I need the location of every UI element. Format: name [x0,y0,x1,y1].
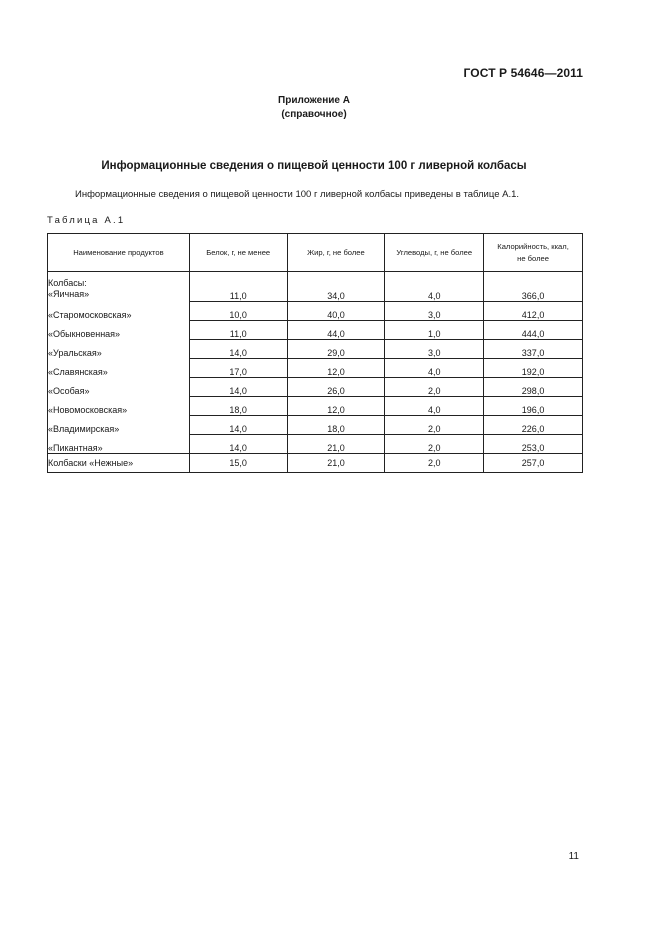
product-name-cell [48,434,190,453]
protein-cell: 11,0 [189,278,287,301]
header-protein: Белок, г, не менее [189,234,287,272]
calories-cell: 196,0 [484,396,583,415]
carbs-cell: 3,0 [385,339,484,358]
fat-cell: 40,0 [287,301,385,320]
table-row [48,301,583,320]
protein-cell: 18,0 [189,396,287,415]
product-name-cell [48,320,190,339]
product-name-cell [48,396,190,415]
header-calories-line1: Калорийность, ккал, [497,241,569,251]
carbs-cell: 2,0 [385,453,484,472]
fat-cell: 12,0 [287,358,385,377]
calories-cell: 298,0 [484,377,583,396]
product-name: «Старомосковская» [48,310,132,320]
product-name-cell: Колбаски «Нежные» [48,453,190,472]
product-name: «Особая» [48,386,90,396]
product-name: «Владимирская» [48,424,120,434]
table-row [48,396,583,415]
product-name: «Яичная» [48,289,90,299]
table-row [48,278,583,301]
table-row [48,415,583,434]
carbs-cell: 4,0 [385,358,484,377]
product-name-cell [48,301,190,320]
calories-cell: 192,0 [484,358,583,377]
header-calories [484,234,583,272]
product-name-cell [48,339,190,358]
protein-cell: 14,0 [189,339,287,358]
calories-cell: 226,0 [484,415,583,434]
fat-cell: 34,0 [287,278,385,301]
protein-cell: 17,0 [189,358,287,377]
carbs-cell: 3,0 [385,301,484,320]
product-name-cell [48,358,190,377]
product-name: «Новомосковская» [48,405,128,415]
intro-paragraph: Информационные сведения о пищевой ценности 100 г ливерной колбасы приведены в таблице А.1. [75,189,520,200]
protein-cell: 15,0 [189,453,287,472]
fat-cell: 21,0 [287,453,385,472]
group-label: Колбасы: [48,278,87,288]
carbs-cell: 4,0 [385,396,484,415]
table-row [48,453,583,472]
fat-cell: 44,0 [287,320,385,339]
carbs-cell: 2,0 [385,434,484,453]
document-code: ГОСТ Р 54646—2011 [463,66,583,80]
product-name-cell [48,377,190,396]
table-header-row [48,234,583,272]
page-number: 11 [568,851,579,862]
header-calories-line2: не более [517,253,549,263]
fat-cell: 29,0 [287,339,385,358]
protein-cell: 10,0 [189,301,287,320]
table-row [48,377,583,396]
product-name: «Пикантная» [48,442,103,453]
calories-cell: 253,0 [484,434,583,453]
protein-cell: 14,0 [189,434,287,453]
carbs-cell: 4,0 [385,278,484,301]
product-name: «Уральская» [48,348,102,358]
calories-cell: 337,0 [484,339,583,358]
section-title: Информационные сведения о пищевой ценности 100 г ливерной колбасы [101,160,527,172]
table-row [48,339,583,358]
nutrition-table [47,233,583,473]
protein-cell: 14,0 [189,415,287,434]
table-row [48,320,583,339]
header-fat: Жир, г, не более [287,234,385,272]
product-name: «Обыкновенная» [48,329,121,339]
table-label: Таблица А.1 [47,215,126,226]
appendix-note: (справочное) [281,109,347,120]
header-product: Наименование продуктов [48,234,190,272]
table-row [48,358,583,377]
fat-cell: 21,0 [287,434,385,453]
fat-cell: 12,0 [287,396,385,415]
carbs-cell: 1,0 [385,320,484,339]
fat-cell: 26,0 [287,377,385,396]
header-carbs: Углеводы, г, не более [385,234,484,272]
table-row [48,434,583,453]
calories-cell: 366,0 [484,278,583,301]
carbs-cell: 2,0 [385,377,484,396]
calories-cell: 444,0 [484,320,583,339]
protein-cell: 14,0 [189,377,287,396]
product-name-cell [48,415,190,434]
carbs-cell: 2,0 [385,415,484,434]
calories-cell: 412,0 [484,301,583,320]
calories-cell: 257,0 [484,453,583,472]
product-name: «Славянская» [48,367,108,377]
protein-cell: 11,0 [189,320,287,339]
appendix-title: Приложение А [278,95,350,106]
fat-cell: 18,0 [287,415,385,434]
product-name-cell [48,278,190,301]
